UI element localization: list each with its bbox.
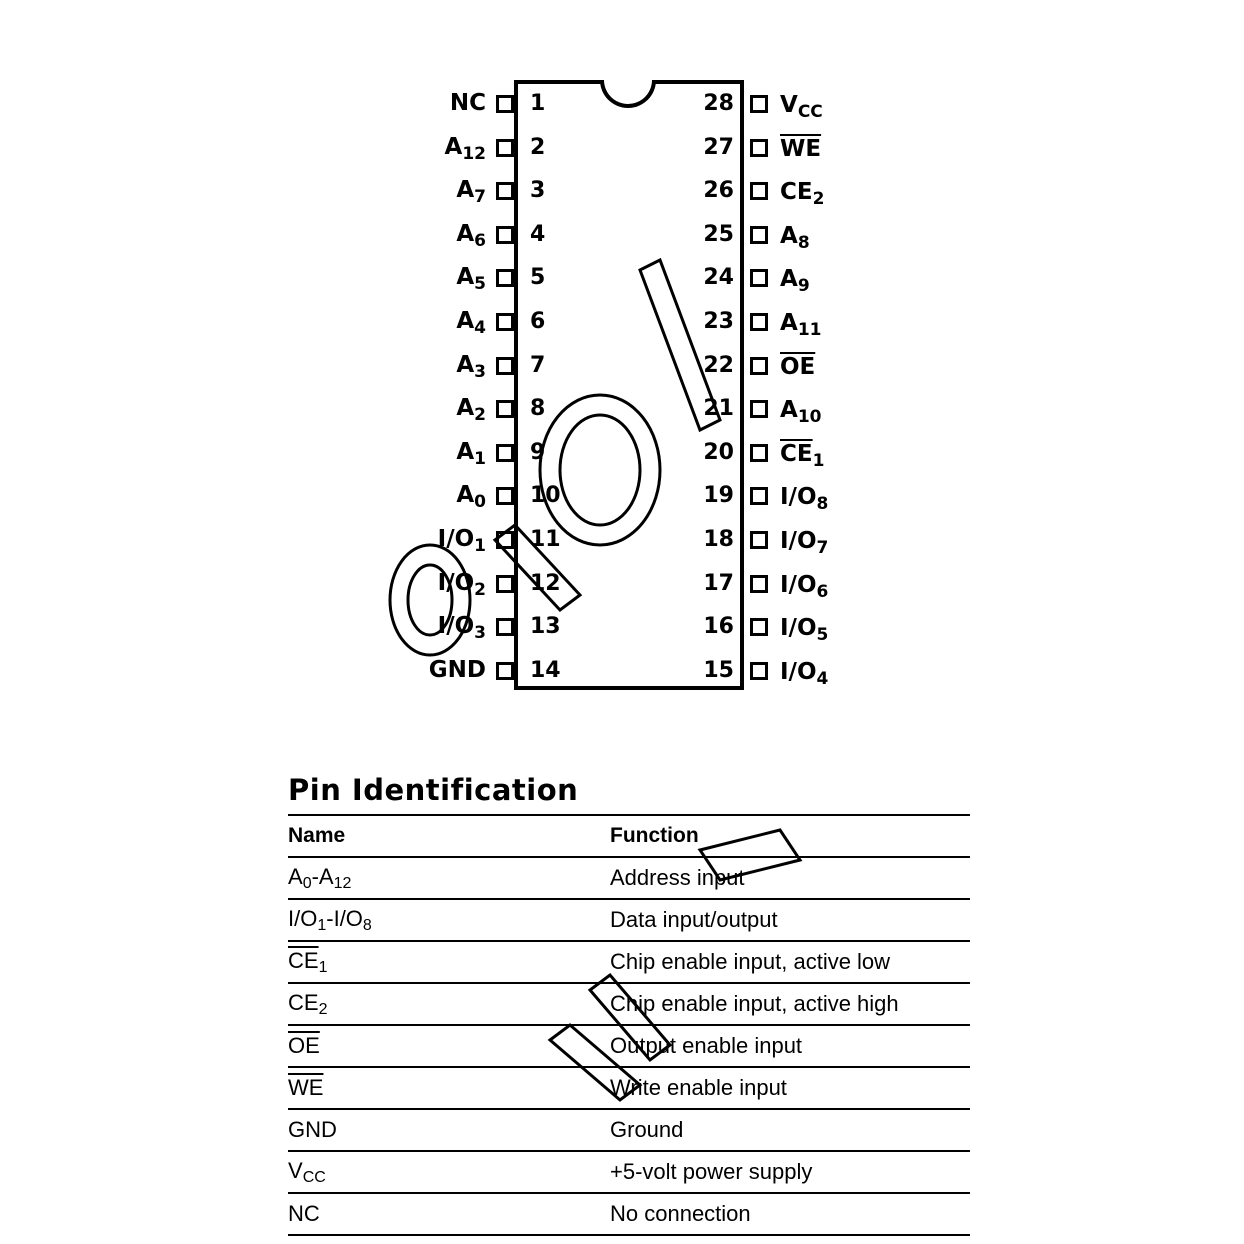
pin-box-9 — [496, 444, 514, 462]
pin-box-21 — [750, 400, 768, 418]
pin-label-2: $A_{12}$ — [444, 133, 486, 164]
pin-name-cell: VCC — [288, 1151, 610, 1193]
pin-number-23: 23 — [703, 309, 734, 334]
pin-name-cell: GND — [288, 1109, 610, 1151]
pin-box-24 — [750, 269, 768, 287]
pin-number-25: 25 — [703, 221, 734, 247]
pin-box-25 — [750, 226, 768, 244]
pin-label-23: $A_{11}$ — [780, 310, 822, 340]
pin-box-17 — [750, 575, 768, 593]
pin-function-cell: Data input/output — [610, 899, 970, 941]
pin-box-22 — [750, 357, 768, 375]
pin-label-21: $A_{10}$ — [780, 397, 822, 428]
pin-box-7 — [496, 357, 514, 375]
pin-label-5: $A_5$ — [456, 264, 486, 295]
pin-number-18: 18 — [703, 527, 734, 552]
pin-number-26: 26 — [703, 178, 734, 204]
pin-box-20 — [750, 444, 768, 462]
pin-function-cell: Write enable input — [610, 1067, 970, 1109]
pin-label-24: $A_9$ — [780, 266, 810, 297]
pin-label-14: GND — [428, 656, 486, 683]
pin-label-3: $A_7$ — [456, 177, 486, 208]
pin-label-25: $A_8$ — [780, 222, 810, 253]
table-row — [288, 1025, 970, 1067]
pin-label-15: $I/O_4$ — [780, 658, 829, 689]
pin-box-10 — [496, 487, 514, 505]
pin-label-8: $A_2$ — [456, 395, 486, 426]
pin-number-19: 19 — [703, 483, 734, 509]
pin-label-19: $I/O_8$ — [780, 484, 829, 515]
table-row — [288, 1151, 970, 1193]
pin-label-9: $A_1$ — [456, 438, 486, 469]
pin-identification-section — [288, 770, 970, 1236]
pin-label-28: $V_{CC}$ — [780, 92, 823, 122]
pin-name-cell: $\overline{CE}1$ — [288, 941, 610, 983]
pin-number-14: 14 — [530, 657, 561, 683]
pin-label-6: $A_4$ — [456, 308, 486, 338]
pin-box-11 — [496, 531, 514, 549]
pin-number-16: 16 — [703, 614, 734, 640]
pin-number-1: 1 — [530, 91, 546, 116]
table-row — [288, 857, 970, 899]
pin-function-cell: +5-volt power supply — [610, 1151, 970, 1193]
pin-number-13: 13 — [530, 614, 561, 640]
pin-function-cell: Chip enable input, active low — [610, 941, 970, 983]
chip-body — [514, 80, 744, 690]
pin-name-cell: I/O1-I/O8 — [288, 899, 610, 941]
pin-box-3 — [496, 182, 514, 200]
pin-number-7: 7 — [530, 352, 546, 378]
pin-number-15: 15 — [703, 657, 734, 683]
pin-label-4: $A_6$ — [456, 220, 486, 251]
pin-box-28 — [750, 95, 768, 113]
pin-name-cell: $\overline{OE}$ — [288, 1025, 610, 1067]
pin-label-11: $I/O_1$ — [437, 526, 486, 556]
pin-label-12: $I/O_2$ — [437, 569, 486, 600]
pin-label-7: $A_3$ — [456, 351, 486, 382]
pin-box-23 — [750, 313, 768, 331]
table-row — [288, 899, 970, 941]
pin-box-13 — [496, 618, 514, 636]
pin-number-5: 5 — [530, 265, 546, 291]
table-row — [288, 941, 970, 983]
pin-number-27: 27 — [703, 134, 734, 160]
pin-label-17: $I/O_6$ — [780, 571, 829, 602]
pin-number-20: 20 — [703, 439, 734, 465]
pin-label-10: $A_0$ — [456, 482, 486, 513]
pin-number-12: 12 — [530, 570, 561, 596]
pin-identification-table — [288, 814, 970, 1236]
pin-number-24: 24 — [703, 265, 734, 291]
pin-function-cell: Address input — [610, 857, 970, 899]
pin-box-12 — [496, 575, 514, 593]
pin-function-cell: Output enable input — [610, 1025, 970, 1067]
pin-function-cell: Ground — [610, 1109, 970, 1151]
pin-name-cell: A0-A12 — [288, 857, 610, 899]
pin-label-22: $\overline{OE}$ — [780, 353, 816, 380]
pin-name-cell: $\overline{WE}$ — [288, 1067, 610, 1109]
pin-box-18 — [750, 531, 768, 549]
table-row — [288, 1109, 970, 1151]
pin-number-8: 8 — [530, 396, 546, 422]
header-name: Name — [288, 815, 610, 857]
pin-box-2 — [496, 139, 514, 157]
pin-label-26: $CE_2$ — [780, 179, 825, 210]
pin-label-16: $I/O_5$ — [780, 615, 829, 646]
pin-number-2: 2 — [530, 134, 546, 160]
header-function: Function — [610, 815, 970, 857]
table-row — [288, 983, 970, 1025]
section-title: Pin Identification — [288, 773, 579, 807]
table-header-row — [288, 815, 970, 857]
pin-number-9: 9 — [530, 439, 546, 465]
pin-number-10: 10 — [530, 483, 561, 509]
table-row — [288, 1193, 970, 1235]
pin-name-cell: CE2 — [288, 983, 610, 1025]
pin-name-cell: NC — [288, 1193, 610, 1235]
pin-label-20: $\overline{CE}_1$ — [780, 440, 825, 471]
table-row — [288, 1067, 970, 1109]
pin-label-1: NC — [449, 90, 486, 116]
pin-label-27: $\overline{WE}$ — [780, 135, 822, 162]
pin-box-1 — [496, 95, 514, 113]
pin-number-11: 11 — [530, 527, 561, 552]
pin-number-21: 21 — [703, 396, 734, 422]
pin-box-15 — [750, 662, 768, 680]
pin-box-26 — [750, 182, 768, 200]
pin-number-3: 3 — [530, 178, 546, 204]
pin-box-16 — [750, 618, 768, 636]
pin-number-4: 4 — [530, 221, 546, 247]
pin-box-19 — [750, 487, 768, 505]
pin-number-6: 6 — [530, 309, 546, 334]
pin-box-6 — [496, 313, 514, 331]
pin-number-28: 28 — [703, 91, 734, 116]
pin-box-5 — [496, 269, 514, 287]
pin-box-4 — [496, 226, 514, 244]
pin-box-14 — [496, 662, 514, 680]
pin-label-13: $I/O_3$ — [437, 613, 486, 644]
pin-number-17: 17 — [703, 570, 734, 596]
pin-box-27 — [750, 139, 768, 157]
pin-number-22: 22 — [703, 352, 734, 378]
pin-function-cell: Chip enable input, active high — [610, 983, 970, 1025]
pin-function-cell: No connection — [610, 1193, 970, 1235]
pin-label-18: $I/O_7$ — [780, 528, 829, 558]
pin-box-8 — [496, 400, 514, 418]
